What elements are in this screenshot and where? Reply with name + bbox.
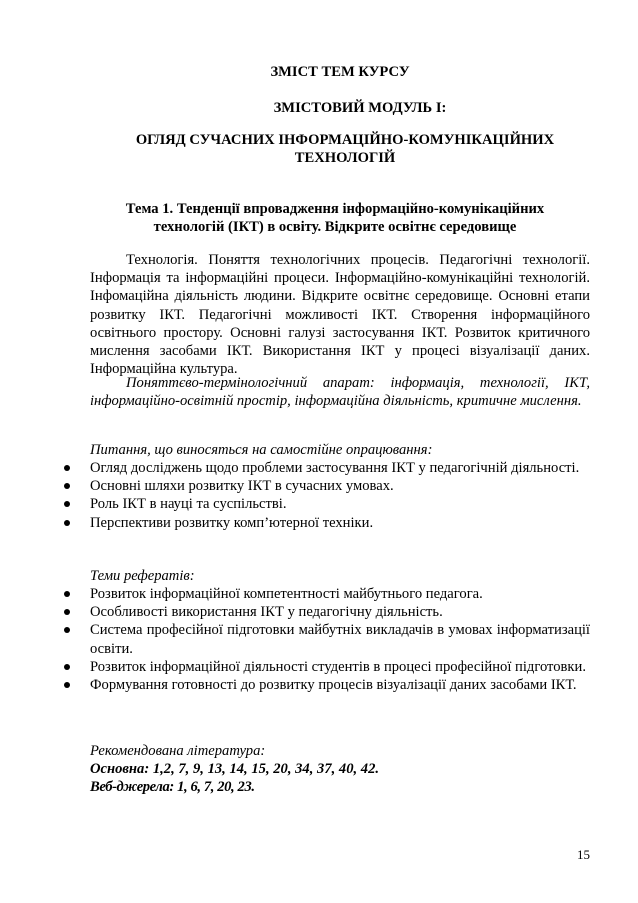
essays-heading: Теми рефератів: <box>90 568 195 584</box>
bullet-icon <box>64 520 70 526</box>
module-title-line1: ОГЛЯД СУЧАСНИХ ІНФОРМАЦІЙНО-КОМУНІКАЦІЙНИХ <box>135 132 555 148</box>
topic-body: Технологія. Поняття технологічних процесів. Педагогічні технології. Інформація та інформаційні процеси. Інформаційно-комунікаційні технологій. Інфомаційна діяльність людини. Відкрите освітнє середовище. Основні етапи розвитку ІКТ. Педагогічні можливості ІКТ. Створення інформаційного освітнього простору. Основні галузі застосування ІКТ. Розвиток критичного мислення засобами ІКТ. Використання ІКТ у процесі візуалізації даних. Інформаційна культура. <box>90 252 590 378</box>
list-item: Роль ІКТ в науці та суспільстві. <box>90 495 590 513</box>
bullet-icon <box>64 483 70 489</box>
list-item: Перспективи розвитку комп’ютерної техніки. <box>90 514 590 532</box>
bullet-icon <box>64 501 70 507</box>
topic-terms: Поняттєво-термінологічний апарат: інформація, технології, ІКТ, інформаційно-освітній простір, інформаційна діяльність, критичне мислення. <box>90 375 590 410</box>
bullet-icon <box>64 664 70 670</box>
course-contents-heading: ЗМІСТ ТЕМ КУРСУ <box>270 64 410 80</box>
topic-title-line2: технологій (ІКТ) в освіту. Відкрите освітнє середовище <box>153 219 517 235</box>
bullet-icon <box>64 609 70 615</box>
list-item: Система професійної підготовки майбутніх викладачів в умовах інформатизації освіти. <box>90 621 590 657</box>
self-study-list <box>90 459 590 532</box>
bullet-icon <box>64 627 70 633</box>
bullet-icon <box>64 682 70 688</box>
literature-web: Веб-джерела: 1, 6, 7, 20, 23. <box>90 779 255 795</box>
list-item: Особливості використання ІКТ у педагогічну діяльність. <box>90 603 590 621</box>
self-study-heading: Питання, що виносяться на самостійне опрацювання: <box>90 442 433 458</box>
list-item: Огляд досліджень щодо проблеми застосування ІКТ у педагогічній діяльності. <box>90 459 590 477</box>
page-number: 15 <box>577 847 590 862</box>
bullet-icon <box>64 465 70 471</box>
literature-heading: Рекомендована література: <box>90 743 266 759</box>
topic-title-line1: Тема 1. Тенденції впровадження інформаційно-комунікаційних <box>125 201 545 217</box>
literature-main: Основна: 1,2, 7, 9, 13, 14, 15, 20, 34, 37, 40, 42. <box>90 761 380 777</box>
essays-list <box>90 585 590 694</box>
list-item: Розвиток інформаційної діяльності студентів в процесі професійної підготовки. <box>90 658 590 676</box>
module-heading: ЗМІСТОВИЙ МОДУЛЬ І: <box>273 100 447 116</box>
module-title-line2: ТЕХНОЛОГІЙ <box>294 150 396 166</box>
bullet-icon <box>64 591 70 597</box>
list-item: Розвиток інформаційної компетентності майбутнього педагога. <box>90 585 590 603</box>
list-item: Основні шляхи розвитку ІКТ в сучасних умовах. <box>90 477 590 495</box>
list-item: Формування готовності до розвитку процесів візуалізації даних засобами ІКТ. <box>90 676 590 694</box>
